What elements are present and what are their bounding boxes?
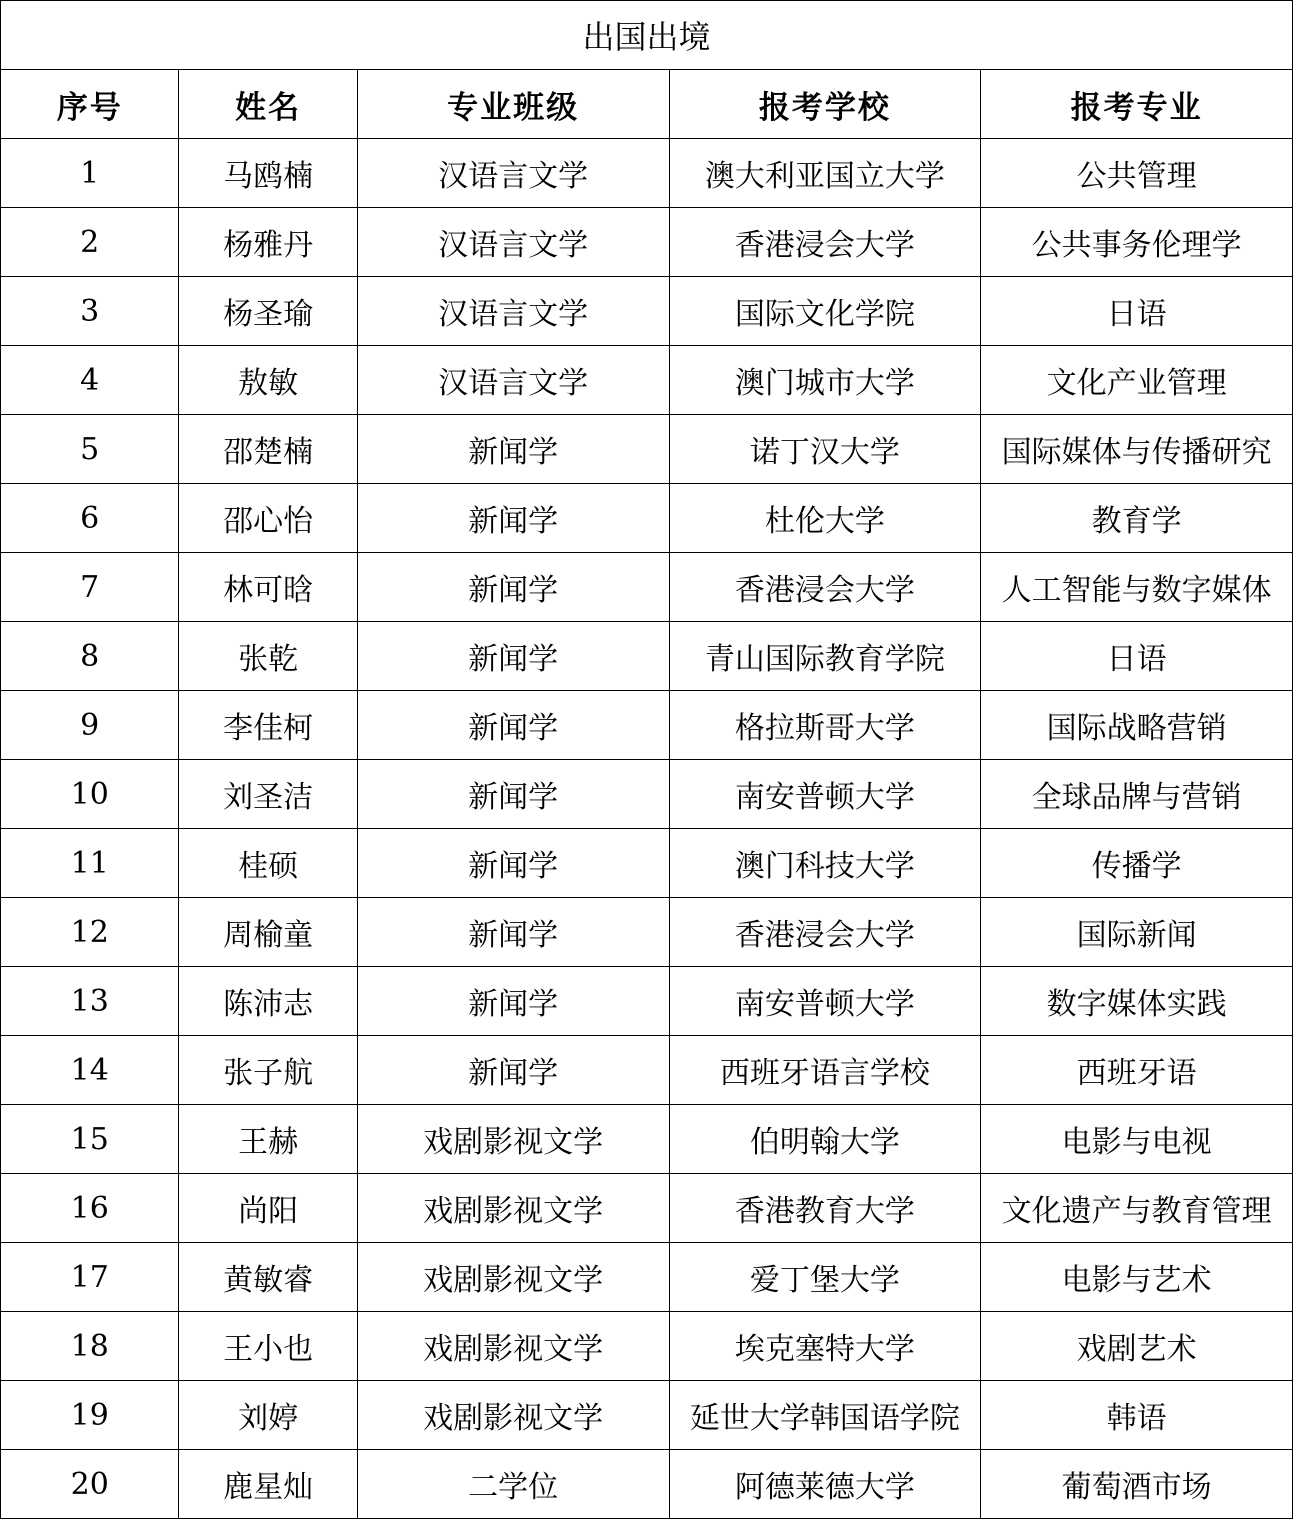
cell-index: 15 [1, 1105, 179, 1174]
cell-index: 3 [1, 277, 179, 346]
cell-target-school: 南安普顿大学 [669, 967, 981, 1036]
table-row [1, 898, 1293, 967]
cell-name: 桂硕 [179, 829, 357, 898]
cell-target-major: 数字媒体实践 [981, 967, 1293, 1036]
cell-target-school: 香港教育大学 [669, 1174, 981, 1243]
cell-major-class: 新闻学 [357, 898, 669, 967]
cell-major-class: 戏剧影视文学 [357, 1174, 669, 1243]
cell-target-major: 人工智能与数字媒体 [981, 553, 1293, 622]
cell-name: 王赫 [179, 1105, 357, 1174]
cell-index: 11 [1, 829, 179, 898]
cell-name: 李佳柯 [179, 691, 357, 760]
cell-target-school: 香港浸会大学 [669, 553, 981, 622]
table-row [1, 346, 1293, 415]
cell-target-school: 澳门城市大学 [669, 346, 981, 415]
cell-target-major: 韩语 [981, 1381, 1293, 1450]
table-row [1, 1036, 1293, 1105]
cell-index: 20 [1, 1450, 179, 1519]
cell-major-class: 新闻学 [357, 1036, 669, 1105]
cell-target-school: 延世大学韩国语学院 [669, 1381, 981, 1450]
cell-target-school: 香港浸会大学 [669, 898, 981, 967]
cell-target-school: 伯明翰大学 [669, 1105, 981, 1174]
cell-index: 8 [1, 622, 179, 691]
cell-index: 10 [1, 760, 179, 829]
header-index: 序号 [1, 70, 179, 139]
cell-target-school: 格拉斯哥大学 [669, 691, 981, 760]
cell-target-school: 杜伦大学 [669, 484, 981, 553]
cell-name: 杨圣瑜 [179, 277, 357, 346]
cell-name: 张子航 [179, 1036, 357, 1105]
cell-name: 杨雅丹 [179, 208, 357, 277]
cell-index: 13 [1, 967, 179, 1036]
cell-target-major: 电影与艺术 [981, 1243, 1293, 1312]
cell-index: 18 [1, 1312, 179, 1381]
cell-major-class: 汉语言文学 [357, 139, 669, 208]
cell-target-major: 公共事务伦理学 [981, 208, 1293, 277]
cell-target-major: 全球品牌与营销 [981, 760, 1293, 829]
table-row [1, 1381, 1293, 1450]
cell-name: 敖敏 [179, 346, 357, 415]
cell-target-major: 国际战略营销 [981, 691, 1293, 760]
cell-index: 1 [1, 139, 179, 208]
cell-major-class: 二学位 [357, 1450, 669, 1519]
cell-target-major: 葡萄酒市场 [981, 1450, 1293, 1519]
cell-target-major: 西班牙语 [981, 1036, 1293, 1105]
header-target-school: 报考学校 [669, 70, 981, 139]
cell-index: 17 [1, 1243, 179, 1312]
cell-index: 12 [1, 898, 179, 967]
table-row [1, 1174, 1293, 1243]
cell-major-class: 新闻学 [357, 484, 669, 553]
cell-name: 邵楚楠 [179, 415, 357, 484]
cell-index: 7 [1, 553, 179, 622]
table-row [1, 139, 1293, 208]
cell-target-major: 国际媒体与传播研究 [981, 415, 1293, 484]
table-row [1, 277, 1293, 346]
cell-major-class: 新闻学 [357, 760, 669, 829]
cell-name: 鹿星灿 [179, 1450, 357, 1519]
cell-name: 马鸥楠 [179, 139, 357, 208]
cell-name: 邵心怡 [179, 484, 357, 553]
cell-major-class: 新闻学 [357, 691, 669, 760]
table-body [1, 139, 1293, 1519]
cell-major-class: 戏剧影视文学 [357, 1105, 669, 1174]
cell-major-class: 新闻学 [357, 622, 669, 691]
cell-major-class: 新闻学 [357, 415, 669, 484]
cell-target-major: 戏剧艺术 [981, 1312, 1293, 1381]
table-header-row [1, 70, 1293, 139]
table-row [1, 1105, 1293, 1174]
table-row [1, 622, 1293, 691]
cell-index: 16 [1, 1174, 179, 1243]
cell-name: 刘婷 [179, 1381, 357, 1450]
cell-target-major: 传播学 [981, 829, 1293, 898]
cell-target-major: 电影与电视 [981, 1105, 1293, 1174]
cell-name: 刘圣洁 [179, 760, 357, 829]
table-row [1, 553, 1293, 622]
cell-major-class: 戏剧影视文学 [357, 1243, 669, 1312]
table-row [1, 829, 1293, 898]
table-row [1, 760, 1293, 829]
cell-target-major: 日语 [981, 622, 1293, 691]
cell-index: 19 [1, 1381, 179, 1450]
table-title-row [1, 1, 1293, 70]
cell-target-school: 诺丁汉大学 [669, 415, 981, 484]
cell-index: 5 [1, 415, 179, 484]
cell-index: 9 [1, 691, 179, 760]
header-target-major: 报考专业 [981, 70, 1293, 139]
cell-name: 张乾 [179, 622, 357, 691]
cell-target-school: 青山国际教育学院 [669, 622, 981, 691]
table-row [1, 1312, 1293, 1381]
cell-major-class: 汉语言文学 [357, 277, 669, 346]
cell-target-major: 公共管理 [981, 139, 1293, 208]
cell-index: 6 [1, 484, 179, 553]
cell-target-school: 爱丁堡大学 [669, 1243, 981, 1312]
table-row [1, 208, 1293, 277]
cell-major-class: 新闻学 [357, 829, 669, 898]
cell-target-school: 埃克塞特大学 [669, 1312, 981, 1381]
cell-name: 王小也 [179, 1312, 357, 1381]
header-name: 姓名 [179, 70, 357, 139]
cell-index: 14 [1, 1036, 179, 1105]
cell-name: 陈沛志 [179, 967, 357, 1036]
cell-major-class: 戏剧影视文学 [357, 1381, 669, 1450]
cell-name: 黄敏睿 [179, 1243, 357, 1312]
table-row [1, 1450, 1293, 1519]
cell-target-school: 阿德莱德大学 [669, 1450, 981, 1519]
cell-target-major: 日语 [981, 277, 1293, 346]
cell-target-school: 澳门科技大学 [669, 829, 981, 898]
cell-major-class: 戏剧影视文学 [357, 1312, 669, 1381]
table-row [1, 484, 1293, 553]
cell-index: 4 [1, 346, 179, 415]
cell-target-school: 香港浸会大学 [669, 208, 981, 277]
cell-major-class: 新闻学 [357, 967, 669, 1036]
table-row [1, 967, 1293, 1036]
table-row [1, 415, 1293, 484]
cell-major-class: 汉语言文学 [357, 208, 669, 277]
cell-target-school: 西班牙语言学校 [669, 1036, 981, 1105]
cell-name: 林可晗 [179, 553, 357, 622]
cell-target-major: 文化遗产与教育管理 [981, 1174, 1293, 1243]
cell-target-school: 国际文化学院 [669, 277, 981, 346]
cell-target-school: 南安普顿大学 [669, 760, 981, 829]
table-row [1, 691, 1293, 760]
cell-major-class: 汉语言文学 [357, 346, 669, 415]
header-major-class: 专业班级 [357, 70, 669, 139]
cell-target-major: 文化产业管理 [981, 346, 1293, 415]
cell-target-school: 澳大利亚国立大学 [669, 139, 981, 208]
cell-index: 2 [1, 208, 179, 277]
cell-name: 周榆童 [179, 898, 357, 967]
cell-major-class: 新闻学 [357, 553, 669, 622]
table-row [1, 1243, 1293, 1312]
cell-target-major: 教育学 [981, 484, 1293, 553]
cell-target-major: 国际新闻 [981, 898, 1293, 967]
cell-name: 尚阳 [179, 1174, 357, 1243]
table-title: 出国出境 [1, 1, 1293, 70]
